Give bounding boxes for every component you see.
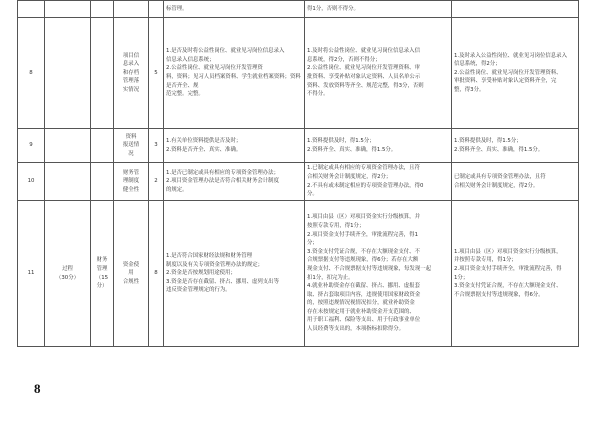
- score-value: 2: [149, 163, 164, 201]
- table-row: [18, 18, 579, 129]
- review-cell: 已制定或具有专项资金管理办法，且符 合相关财务会计制度规定，得2分。: [452, 163, 579, 201]
- criteria-cell: 1.有关单位资料提供是否及时； 2.资料是否齐全、真实、准确。: [164, 129, 305, 163]
- scoring-cell: 1.资料提供及时，得1.5分； 2.资料齐全、真实、准确，得1.5分。: [305, 129, 452, 163]
- indicator-name: 资金使 用 合规性: [114, 201, 149, 347]
- indicator-name: 财务管 理制度 健全性: [114, 163, 149, 201]
- subcategory-cell: 财务 管理 （15 分）: [91, 201, 114, 347]
- indicator-name: 资料 报送情 况: [114, 129, 149, 163]
- scoring-cell: 1.及时将公益性岗位、就业见习岗位信息录入信 息系统，得2分，否则不得分； 2.公益性岗位、就业见习岗位开发管理资料、审 批资料、享受补贴对象认定资料、人员名单公示 资料、发放资料等齐全、规范完整，得3分，否则 不得分。: [305, 18, 452, 129]
- criteria-cell: 1.是否已制定或具有相应的专项资金管理办法； 2.项目资金管理办法是否符合相关财务会计制度 的规定。: [164, 163, 305, 201]
- score-value: 5: [149, 18, 164, 129]
- review-cell: 1.项目由县（区）对项目资金实行分级核算， 并按照专款专用，得1分； 2.项目资金支付手续齐全，审批流程完善，得 1分； 3.资金支付凭证合规，不存在大额现金支付、 不合规票据支付等违规现象，得6分。: [452, 201, 579, 347]
- table-row: [18, 201, 579, 347]
- row-index: 9: [18, 129, 45, 163]
- score-value: 8: [149, 201, 164, 347]
- page-number: 8: [34, 381, 41, 396]
- scoring-cell: 得1分，否则不得分。: [305, 1, 452, 18]
- row-index: 8: [18, 18, 45, 129]
- review-cell: 1.及时录入公益性岗位、就业见习岗位信息录入 信息系统，得2分； 2.公益性岗位、就业见习岗位开发管理资料、 审批资料、享受补贴对象认定资料齐全，完 整，得3分。: [452, 18, 579, 129]
- criteria-cell: 1.是否符合国家财经法规和财务管理 制度以及有关专项资金管理办法的规定； 2.资金是否按规划用途使用； 3.资金是否存在截留、挤占、挪用、虚列支出等 违反资金管理规定的行为。: [164, 201, 305, 347]
- table-row: [18, 1, 579, 18]
- indicator-name: 项目信 息录入 和存档 管理落 实情况: [114, 18, 149, 129]
- row-index: 10: [18, 163, 45, 201]
- score-value: 3: [149, 129, 164, 163]
- table-row: [18, 129, 579, 163]
- scoring-cell: 1.已制定或具有相应的专项资金管理办法，且符 合相关财务会计制度规定，得2分； 2.不具有或未制定相应的专项资金管理办法，得0 分。: [305, 163, 452, 201]
- scoring-cell: 1.项目由县（区）对项目资金实行分级核算，并 按照专款专用，得1分； 2.项目资金支付手续齐全，审批流程完善，得1 分； 3.资金支付凭证合规，不存在大额现金支付、不 合规票据支付等违规现象，得6分；若存在大额 现金支付、不合规票据支付等违规现象，每发现一起 扣1分，扣完为止。 4.就业补助资金存在截留、挤占、挪用、虚报套 取、挤占套取项目内容，违规使用国家财政资金 的，按照违规情况视情况扣分，就业补助资金 存在未按规定用于就业补助资金开支范围的、 用于职工福利、保险等支出、用于行政事业单位 人员经费等支出的，本项指标扣除得分。: [305, 201, 452, 347]
- category-cell: 过程 （30分）: [45, 201, 91, 347]
- evaluation-table: [17, 0, 578, 347]
- criteria-cell: 标管理。: [164, 1, 305, 18]
- criteria-cell: 1.是否及时将公益性岗位、就业见习岗位信息录入 信息录入信息系统； 2.公益性岗位、就业见习岗位开发管理资 料，资料；见习人员档案资料、学生就业档案资料；资料是否齐全、规 范完整。完整。: [164, 18, 305, 129]
- row-index: 11: [18, 201, 45, 347]
- review-cell: 1.资料提供及时，得1.5分； 2.资料齐全、真实、准确，得1.5分。: [452, 129, 579, 163]
- table-row: [18, 163, 579, 201]
